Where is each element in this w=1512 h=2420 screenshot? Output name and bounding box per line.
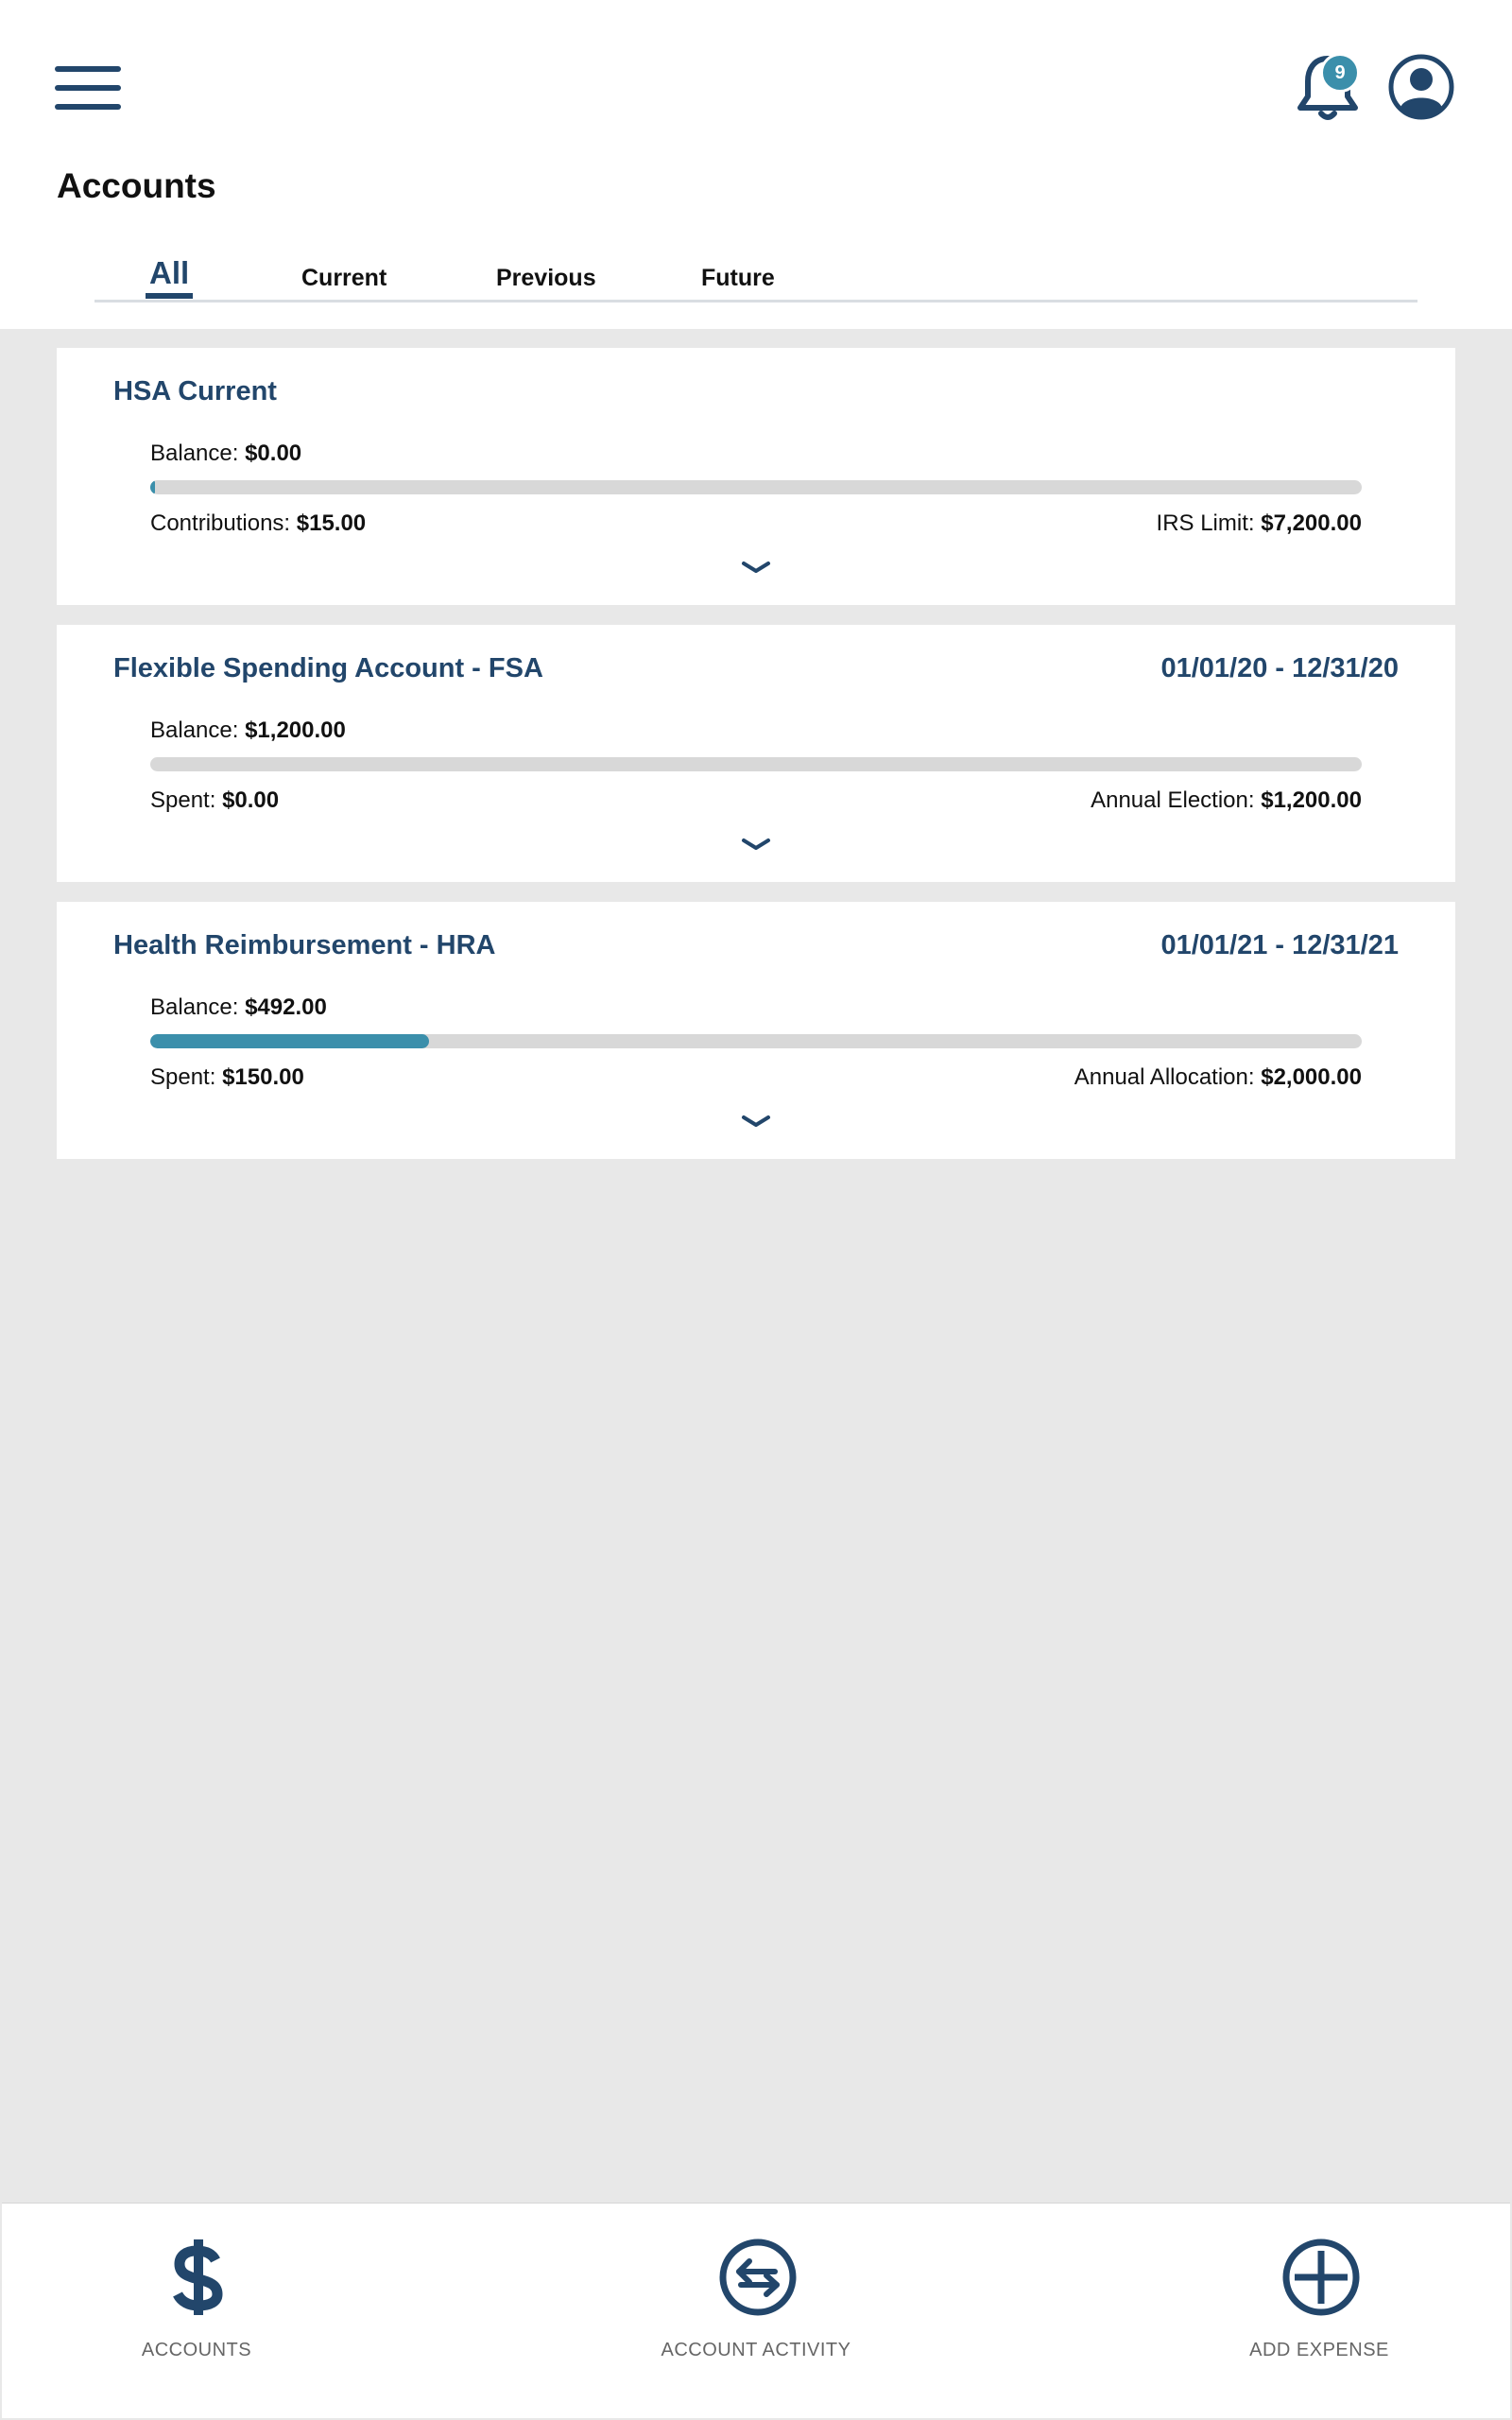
balance-row — [150, 717, 346, 744]
annual-election-stat — [1091, 787, 1362, 814]
nav-label: ACCOUNTS — [141, 2340, 252, 2360]
account-card-hsa[interactable] — [57, 348, 1455, 605]
spent-stat — [150, 787, 279, 814]
account-title: Health Reimbursement - HRA — [113, 930, 496, 960]
progress-fill — [150, 480, 155, 494]
account-title: Flexible Spending Account - FSA — [113, 653, 543, 683]
annual-election-label: Annual Election: — [1091, 787, 1255, 813]
tab-current[interactable]: Current — [301, 265, 387, 291]
irs-limit-stat — [1157, 510, 1362, 537]
spent-label: Spent: — [150, 1064, 216, 1090]
balance-label: Balance: — [150, 717, 239, 743]
annual-allocation-label: Annual Allocation: — [1074, 1064, 1255, 1090]
nav-label: ACCOUNT ACTIVITY — [661, 2340, 851, 2360]
progress-bar — [150, 1034, 1362, 1048]
tab-all[interactable]: All — [149, 255, 190, 290]
annual-allocation-value: $2,000.00 — [1261, 1064, 1362, 1090]
bottom-navigation — [2, 2203, 1510, 2418]
account-plan-dates: 01/01/20 - 12/31/20 — [1160, 653, 1399, 683]
progress-bar — [150, 480, 1362, 494]
top-header — [0, 0, 1512, 329]
profile-avatar-icon[interactable] — [1387, 53, 1455, 121]
account-card-hra[interactable] — [57, 902, 1455, 1159]
annual-allocation-stat — [1074, 1064, 1362, 1091]
account-title: HSA Current — [113, 376, 277, 406]
transfer-icon — [718, 2238, 798, 2317]
balance-label: Balance: — [150, 441, 239, 466]
account-plan-dates: 01/01/21 - 12/31/21 — [1160, 930, 1399, 960]
spent-stat — [150, 1064, 304, 1091]
tab-future[interactable]: Future — [701, 265, 775, 291]
annual-election-value: $1,200.00 — [1261, 787, 1362, 813]
progress-bar — [150, 757, 1362, 771]
notification-badge: 9 — [1320, 53, 1360, 93]
nav-account-activity[interactable] — [614, 2204, 898, 2419]
progress-fill — [150, 1034, 429, 1048]
tab-previous[interactable]: Previous — [496, 265, 596, 291]
contributions-value: $15.00 — [296, 510, 367, 536]
hamburger-menu-icon[interactable] — [55, 66, 121, 110]
chevron-down-icon[interactable] — [741, 835, 771, 856]
contributions-label: Contributions: — [150, 510, 291, 536]
spent-value: $0.00 — [222, 787, 280, 813]
balance-value: $1,200.00 — [245, 717, 346, 743]
account-card-fsa[interactable] — [57, 625, 1455, 882]
balance-value: $492.00 — [245, 994, 327, 1020]
plus-circle-icon — [1281, 2238, 1361, 2317]
active-tab-indicator — [146, 293, 193, 299]
chevron-down-icon[interactable] — [741, 1112, 771, 1132]
spent-value: $150.00 — [222, 1064, 304, 1090]
nav-accounts[interactable] — [55, 2204, 338, 2419]
balance-row — [150, 994, 327, 1021]
chevron-down-icon[interactable] — [741, 558, 771, 579]
nav-label: ADD EXPENSE — [1249, 2340, 1389, 2360]
balance-value: $0.00 — [245, 441, 302, 466]
page-title: Accounts — [57, 166, 216, 205]
spent-label: Spent: — [150, 787, 216, 813]
irs-limit-value: $7,200.00 — [1261, 510, 1362, 536]
balance-row — [150, 441, 301, 467]
account-filter-tabs — [94, 255, 1418, 302]
dollar-icon — [159, 2238, 238, 2317]
irs-limit-label: IRS Limit: — [1156, 510, 1255, 536]
contributions-stat — [150, 510, 366, 537]
balance-label: Balance: — [150, 994, 239, 1020]
nav-add-expense[interactable] — [1177, 2204, 1461, 2419]
